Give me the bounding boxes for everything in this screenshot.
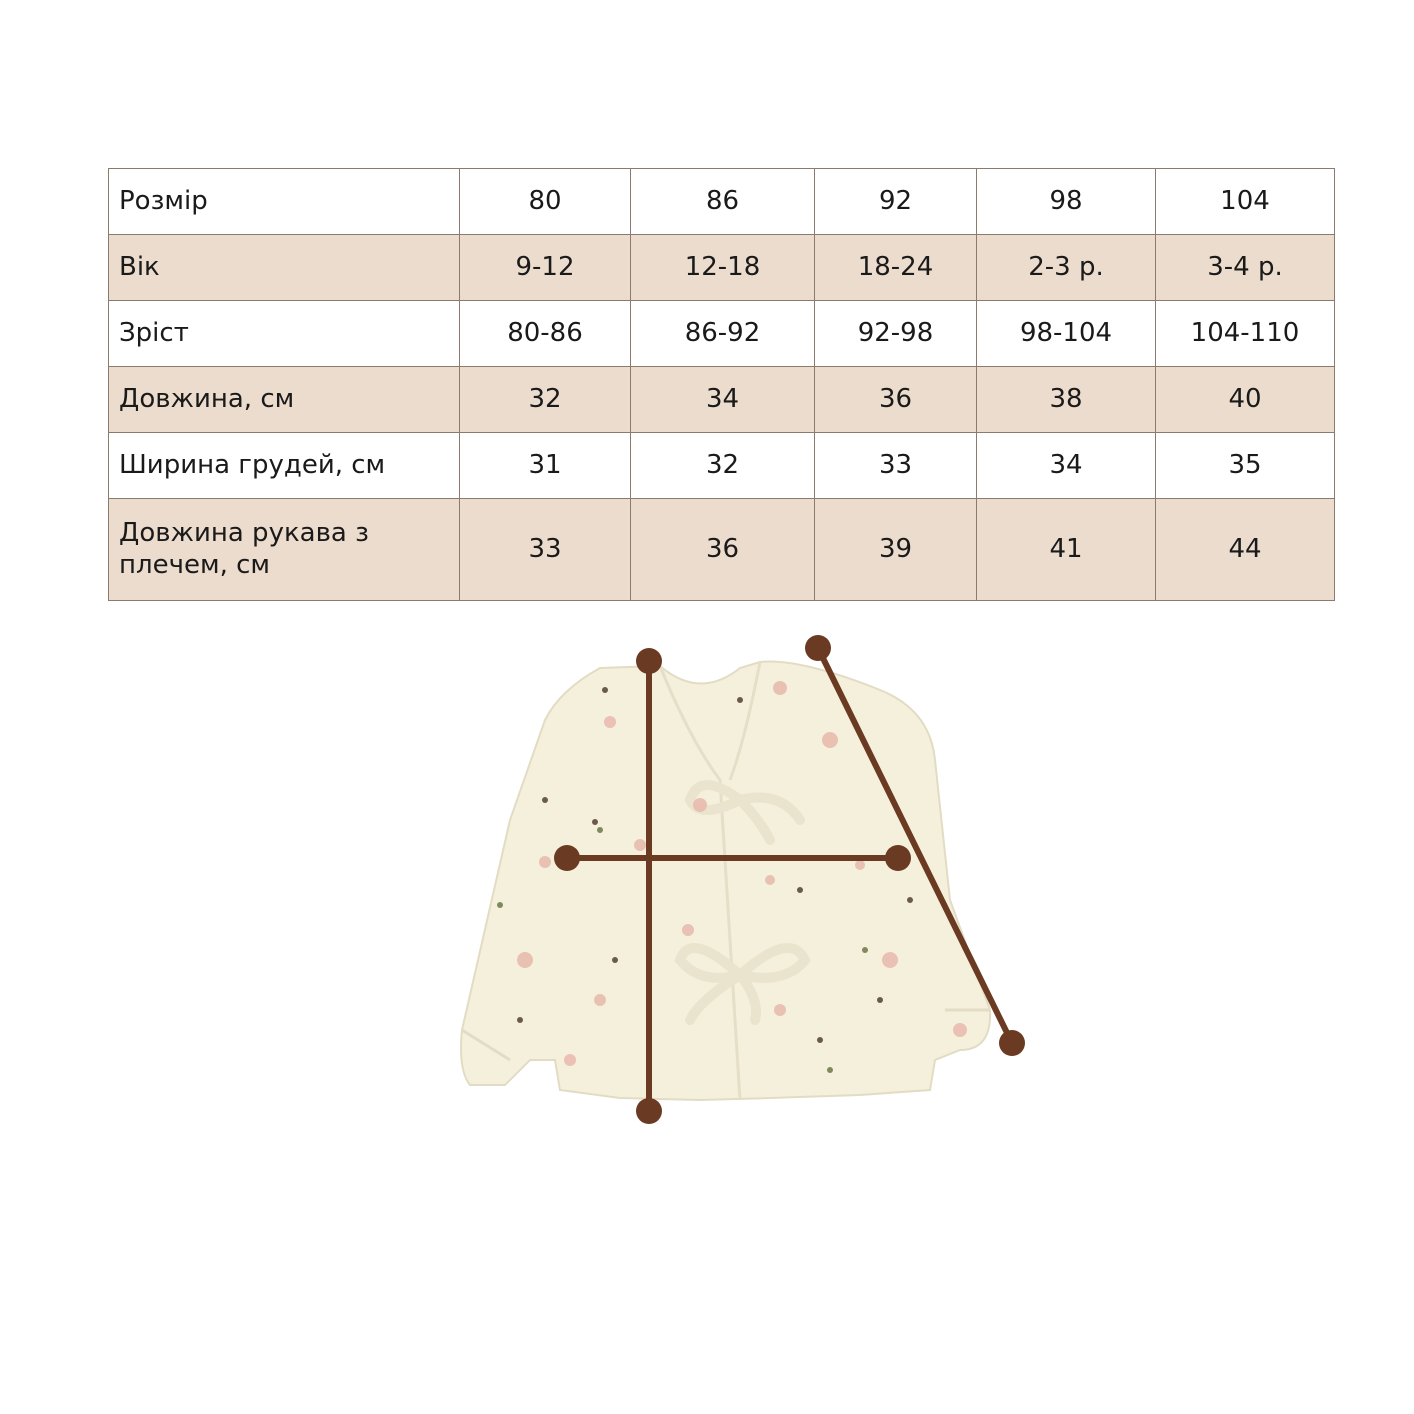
table-cell: 34: [977, 433, 1156, 499]
table-cell: 44: [1156, 499, 1335, 601]
table-cell: 32: [631, 433, 815, 499]
table-cell: 34: [631, 367, 815, 433]
table-cell: 36: [631, 499, 815, 601]
table-cell: 98: [977, 169, 1156, 235]
table-cell: 12-18: [631, 235, 815, 301]
table-cell: 18-24: [815, 235, 977, 301]
table-cell: 36: [815, 367, 977, 433]
size-chart-table: [108, 168, 1335, 601]
table-cell: 86-92: [631, 301, 815, 367]
table-cell: 39: [815, 499, 977, 601]
table-cell: 92: [815, 169, 977, 235]
table-cell: 104-110: [1156, 301, 1335, 367]
table-cell: 9-12: [460, 235, 631, 301]
table-cell: 86: [631, 169, 815, 235]
row-label: Зріст: [109, 301, 460, 367]
row-height: [109, 301, 1335, 367]
table-cell: 92-98: [815, 301, 977, 367]
row-age: [109, 235, 1335, 301]
jacket-measurement-illustration: [440, 630, 1040, 1130]
table-cell: 3-4 р.: [1156, 235, 1335, 301]
row-label: Довжина рукава з плечем, см: [109, 499, 460, 601]
row-label: Ширина грудей, см: [109, 433, 460, 499]
row-label: Розмір: [109, 169, 460, 235]
row-length: [109, 367, 1335, 433]
table-cell: 33: [815, 433, 977, 499]
table-cell: 80-86: [460, 301, 631, 367]
row-label: Вік: [109, 235, 460, 301]
table-cell: 104: [1156, 169, 1335, 235]
row-label: Довжина, см: [109, 367, 460, 433]
table-cell: 98-104: [977, 301, 1156, 367]
table-cell: 41: [977, 499, 1156, 601]
table-cell: 35: [1156, 433, 1335, 499]
jacket-shape: [461, 662, 990, 1100]
table-cell: 38: [977, 367, 1156, 433]
row-chest-width: [109, 433, 1335, 499]
row-size: [109, 169, 1335, 235]
table-cell: 2-3 р.: [977, 235, 1156, 301]
table-cell: 80: [460, 169, 631, 235]
row-sleeve-length: [109, 499, 1335, 601]
table-cell: 33: [460, 499, 631, 601]
table-cell: 31: [460, 433, 631, 499]
table-cell: 32: [460, 367, 631, 433]
table-cell: 40: [1156, 367, 1335, 433]
